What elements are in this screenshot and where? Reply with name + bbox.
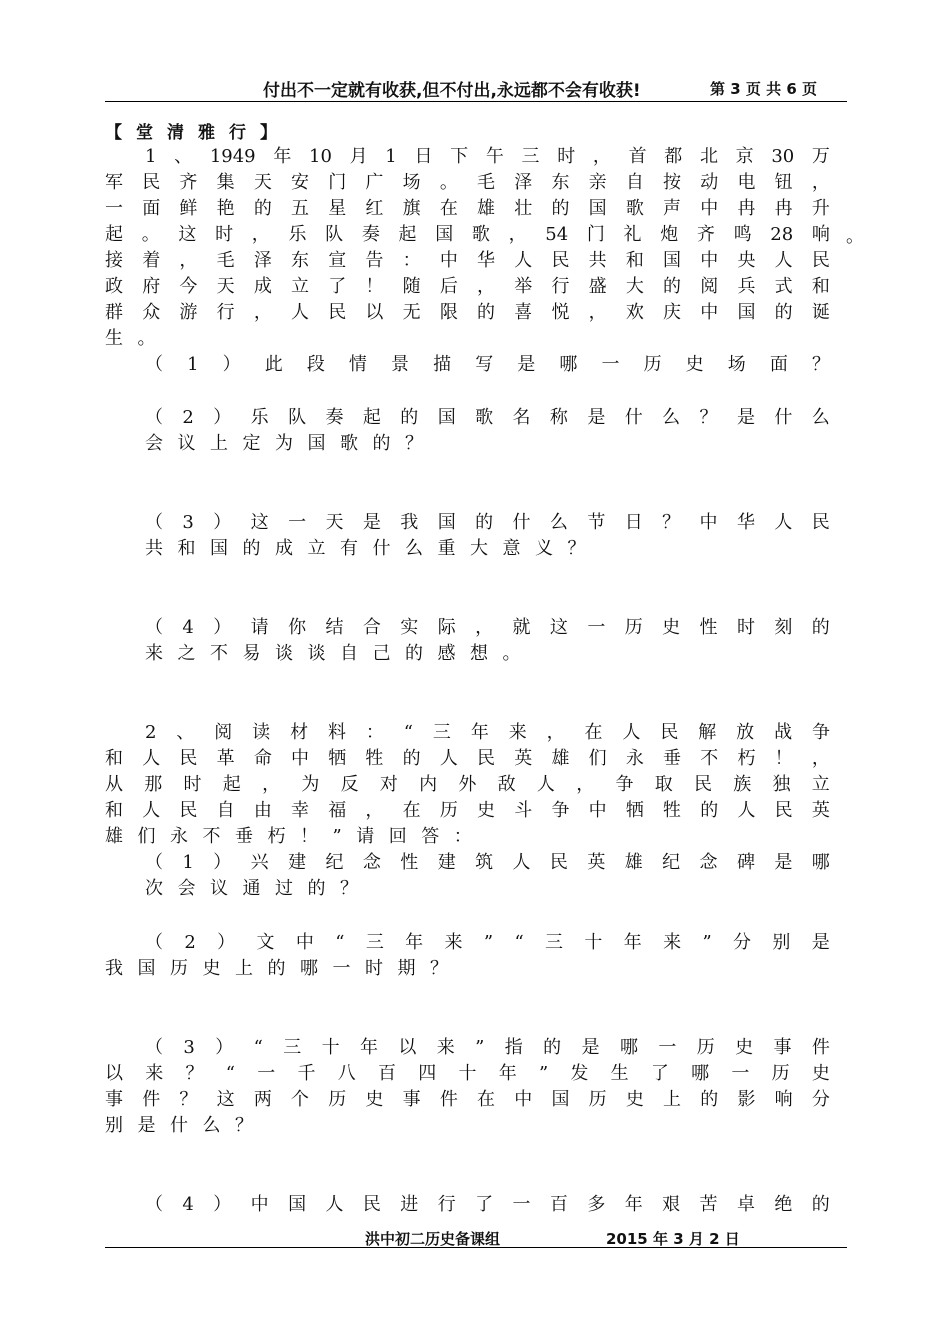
text-line: （ 4 ） 请 你 结 合 实 际 ， 就 这 一 历 史 性 时 刻 的 (145, 617, 830, 638)
text-line: 和 人 民 自 由 幸 福 ， 在 历 史 斗 争 中 牺 牲 的 人 民 英 (105, 800, 830, 821)
text-line: 从 那 时 起 ， 为 反 对 内 外 敌 人 ， 争 取 民 族 独 立 (105, 774, 830, 795)
text-line: （ 1 ） 此 段 情 景 描 写 是 哪 一 历 史 场 面 ？ (145, 354, 830, 375)
text-line: 事 件 ？ 这 两 个 历 史 事 件 在 中 国 历 史 上 的 影 响 分 (105, 1089, 830, 1110)
text-line: 别 是 什 么 ？ (105, 1115, 253, 1136)
footer-group: 洪中初二历史备课组 (365, 1230, 501, 1248)
text-line: 来 之 不 易 谈 谈 自 己 的 感 想 。 (145, 643, 521, 664)
text-line: 以 来 ？ “ 一 千 八 百 四 十 年 ” 发 生 了 哪 一 历 史 (105, 1063, 830, 1084)
text-line: 一 面 鲜 艳 的 五 星 红 旗 在 雄 壮 的 国 歌 声 中 冉 冉 升 (105, 198, 830, 219)
text-line: 和 人 民 革 命 中 牺 牲 的 人 民 英 雄 们 永 垂 不 朽 ！ ， (105, 748, 830, 769)
text-line: 我 国 历 史 上 的 哪 一 时 期 ？ (105, 958, 448, 979)
text-line: （ 1 ） 兴 建 纪 念 性 建 筑 人 民 英 雄 纪 念 碑 是 哪 (145, 852, 830, 873)
text-line: 共 和 国 的 成 立 有 什 么 重 大 意 义 ？ (145, 538, 586, 559)
text-line: 1 、 1949 年 10 月 1 日 下 午 三 时 ， 首 都 北 京 30 万 (145, 146, 830, 167)
text-line: （ 3 ） “ 三 十 年 以 来 ” 指 的 是 哪 一 历 史 事 件 (145, 1037, 830, 1058)
text-line: （ 4 ） 中 国 人 民 进 行 了 一 百 多 年 艰 苦 卓 绝 的 (145, 1194, 830, 1215)
text-line: （ 3 ） 这 一 天 是 我 国 的 什 么 节 日 ？ 中 华 人 民 (145, 512, 830, 533)
page-header (105, 74, 847, 102)
text-line: 生 。 (105, 328, 156, 349)
text-line: 群 众 游 行 ， 人 民 以 无 限 的 喜 悦 ， 欢 庆 中 国 的 诞 (105, 302, 830, 323)
text-line: 2 、 阅 读 材 料 ： “ 三 年 来 ， 在 人 民 解 放 战 争 (145, 722, 830, 743)
overflow-punctuation: 。 (846, 226, 864, 247)
text-line: 起 。 这 时 ， 乐 队 奏 起 国 歌 ， 54 门 礼 炮 齐 鸣 28 响 (105, 224, 830, 245)
footer-date: 2015 年 3 月 2 日 (606, 1230, 740, 1248)
text-line: （ 2 ） 文 中 “ 三 年 来 ” “ 三 十 年 来 ” 分 别 是 (145, 932, 830, 953)
text-line: 次 会 议 通 过 的 ？ (145, 878, 358, 899)
text-line: 政 府 今 天 成 立 了 ！ 随 后 ， 举 行 盛 大 的 阅 兵 式 和 (105, 276, 830, 297)
page-number: 第 3 页 共 6 页 (710, 80, 817, 98)
header-motto: 付出不一定就有收获,但不付出,永远都不会有收获! (263, 81, 641, 101)
text-line: 雄 们 永 不 垂 朽 ！ ” 请 回 答 ： (105, 826, 472, 847)
section-title: 【堂清雅行】 (105, 123, 291, 143)
text-line: 接 着 ， 毛 泽 东 宣 告 ： 中 华 人 民 共 和 国 中 央 人 民 (105, 250, 830, 271)
text-line: 军 民 齐 集 天 安 门 广 场 。 毛 泽 东 亲 自 按 动 电 钮 ， (105, 172, 830, 193)
text-line: （ 2 ） 乐 队 奏 起 的 国 歌 名 称 是 什 么 ？ 是 什 么 (145, 407, 830, 428)
text-line: 会 议 上 定 为 国 歌 的 ？ (145, 433, 423, 454)
